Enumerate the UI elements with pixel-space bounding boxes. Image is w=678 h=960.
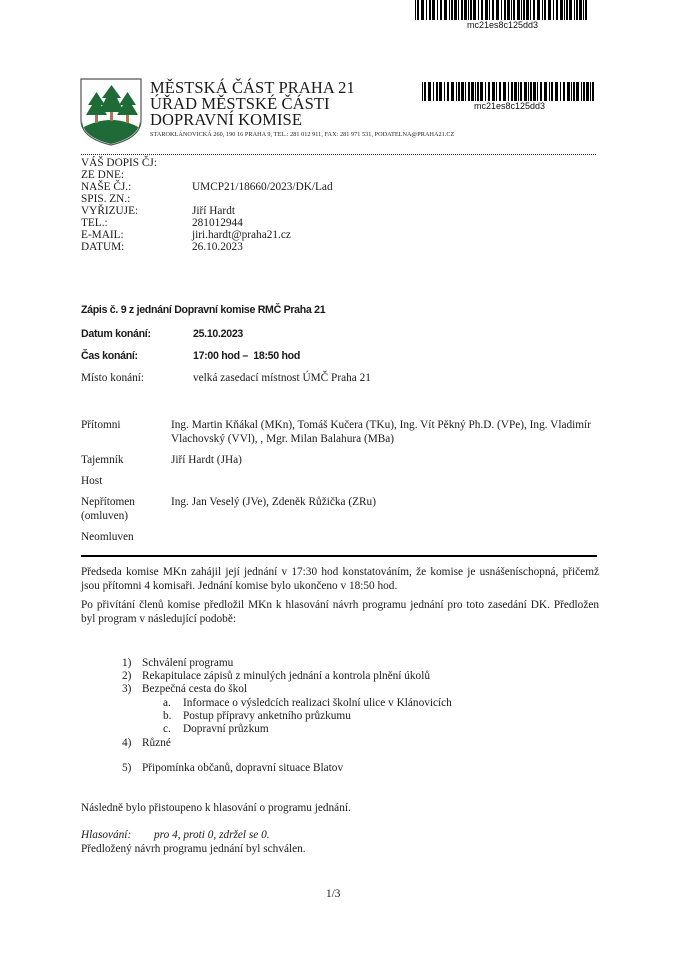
program-subitem <box>163 723 269 736</box>
meta-label: E-MAIL: <box>81 229 124 241</box>
letterhead-line1: MĚSTSKÁ ČÁST PRAHA 21 <box>150 78 355 97</box>
barcode-bar <box>440 0 442 20</box>
barcode-bar <box>507 0 510 20</box>
program-item <box>122 762 344 775</box>
barcode-bar <box>537 82 538 101</box>
barcode-bar <box>549 82 550 101</box>
program-item-text: Rekapitulace zápisů z minulých jednání a kontrola plnění úkolů <box>142 670 430 682</box>
barcode-bar <box>458 0 459 20</box>
program-subitem <box>163 697 452 710</box>
barcode-bar <box>481 0 483 20</box>
program-subitem <box>163 710 351 723</box>
barcode-bar <box>540 82 542 101</box>
program-item-number: 5) <box>122 762 132 774</box>
barcode-bar <box>454 0 457 20</box>
barcode-bar <box>428 82 431 101</box>
barcode-bar <box>524 82 527 101</box>
barcode-bar <box>496 0 499 20</box>
barcode-bar <box>492 0 494 20</box>
barcode-bar <box>461 0 463 20</box>
program-item-number: 3) <box>122 683 132 695</box>
barcode-bar <box>508 82 509 101</box>
meta-value: UMCP21/18660/2023/DK/Lad <box>192 181 333 193</box>
letterhead-line2: ÚŘAD MĚSTSKÉ ČÁSTI <box>150 94 330 113</box>
barcode-bar <box>503 82 506 101</box>
meta-row <box>81 229 291 241</box>
barcode-bar <box>560 82 561 101</box>
barcode-bar <box>517 0 520 20</box>
section-rule <box>81 555 597 557</box>
header-divider <box>81 154 596 155</box>
barcode-bar <box>576 0 578 20</box>
barcode-bar <box>437 0 438 20</box>
barcode-bar <box>573 82 575 101</box>
barcode-bar <box>511 0 512 20</box>
program-item-text: Různé <box>142 737 171 749</box>
barcode-bar <box>471 82 474 101</box>
barcode-bar <box>576 82 579 101</box>
program-item <box>122 657 234 670</box>
top-barcode-label: mc21es8c125dd3 <box>466 20 539 30</box>
barcode-bar <box>424 82 426 101</box>
program-item-letter: b. <box>163 710 172 722</box>
barcode-bar <box>478 0 479 20</box>
barcode-bar <box>464 0 467 20</box>
barcode-bar <box>444 0 447 20</box>
barcode-bar <box>556 0 558 20</box>
meta-label: TEL.: <box>81 217 108 229</box>
meta-row <box>81 241 243 253</box>
barcode-bar <box>415 0 416 20</box>
barcode-bar <box>426 0 427 20</box>
barcode-bar <box>458 82 460 101</box>
barcode-bar <box>422 82 423 101</box>
barcode-bar <box>449 0 450 20</box>
place-label: Místo konání: <box>81 372 145 384</box>
program-item-number: 4) <box>122 737 132 749</box>
attendance-value: Ing. Jan Veselý (JVe), Zdeněk Růžička (ZRu) <box>171 496 376 508</box>
meta-value: jiri.hardt@praha21.cz <box>192 229 291 241</box>
program-item-text: Bezpečná cesta do škol <box>142 683 248 695</box>
program-item-number: 2) <box>122 670 132 682</box>
time-label: Čas konání: <box>81 350 138 362</box>
barcode-bar <box>569 0 572 20</box>
barcode-bar <box>488 82 490 101</box>
barcode-bar <box>417 0 419 20</box>
crest-logo <box>80 78 142 146</box>
barcode-bar <box>429 0 431 20</box>
program-item <box>122 683 248 696</box>
barcode-bar <box>523 0 525 20</box>
barcode-bar <box>436 82 438 101</box>
barcode-bar <box>544 82 547 101</box>
paragraph-program-intro: Po přivítání členů komise předložil MKn k hlasování návrh programu jednání pro toto zasedání DK. Předložen byl program v následující podobě: <box>81 599 599 625</box>
barcode-bar <box>533 82 536 101</box>
barcode-bar <box>451 82 454 101</box>
barcode-bar <box>548 0 551 20</box>
barcode-bar <box>485 82 486 101</box>
meta-row <box>81 193 130 205</box>
barcode-bar <box>574 0 575 20</box>
barcode-bar <box>511 82 513 101</box>
barcode-bar <box>451 0 453 20</box>
program-item-text: Informace o výsledcích realizaci školní ulice v Klánovicích <box>183 697 452 709</box>
header-barcode-label: mc21es8c125dd3 <box>473 101 546 111</box>
barcode-bar <box>583 0 584 20</box>
barcode-bar <box>555 82 558 101</box>
barcode-bar <box>520 82 522 101</box>
time-value: 17:00 hod – 18:50 hod <box>193 350 301 362</box>
barcode-bar <box>439 82 442 101</box>
attendance-label: Neomluven <box>81 531 134 543</box>
program-item-letter: c. <box>163 723 171 735</box>
barcode-bar <box>542 0 543 20</box>
barcode-bar <box>514 82 517 101</box>
barcode-bar <box>585 0 587 20</box>
barcode-bar <box>468 82 470 101</box>
barcode-bar <box>465 82 466 101</box>
program-item-text: Postup přípravy anketního průzkumu <box>183 710 351 722</box>
meta-label: SPIS. ZN.: <box>81 193 131 205</box>
barcode-bar <box>530 0 531 20</box>
attendance-label: Host <box>81 475 103 487</box>
barcode-bar <box>571 82 572 101</box>
program-item-text: Připomínka občanů, dopravní situace Blatov <box>142 762 344 774</box>
attendance-label: Přítomni <box>81 419 121 431</box>
meta-row <box>81 217 243 229</box>
barcode-bar <box>551 82 553 101</box>
meta-row <box>81 181 333 193</box>
vote-label: Hlasování: <box>81 829 132 841</box>
date-value: 25.10.2023 <box>193 328 244 340</box>
program-item <box>122 737 171 750</box>
letterhead-address: STAROKLÁNOVICKÁ 260, 190 16 PRAHA 9, TEL.: 281 012 911, FAX: 281 971 531, PODATELNA@PRAHA21.CZ <box>150 131 455 138</box>
meta-label: DATUM: <box>81 241 125 253</box>
attendance-label: Nepřítomen (omluven) <box>81 496 135 522</box>
barcode-bar <box>521 0 522 20</box>
barcode-bar <box>544 0 546 20</box>
barcode-bar <box>579 0 582 20</box>
barcode-bar <box>492 82 495 101</box>
barcode-bar <box>566 0 568 20</box>
vote-result: Předložený návrh programu jednání byl schválen. <box>81 843 306 855</box>
barcode-bar <box>528 82 529 101</box>
page-number: 1/3 <box>326 888 341 900</box>
barcode-bar <box>477 82 479 101</box>
meta-row <box>81 157 157 169</box>
barcode-bar <box>533 0 535 20</box>
barcode-bar <box>526 0 529 20</box>
barcode-bar <box>564 0 565 20</box>
barcode-bar <box>583 82 585 101</box>
vote-value: pro 4, proti 0, zdržel se 0. <box>154 829 270 841</box>
barcode-bar <box>553 0 554 20</box>
program-item <box>122 670 430 683</box>
barcode-bar <box>461 82 464 101</box>
barcode-bar <box>504 0 506 20</box>
barcode-bar <box>563 82 565 101</box>
barcode-bar <box>421 0 424 20</box>
barcode-bar <box>485 0 488 20</box>
barcode-bar <box>513 0 515 20</box>
barcode-bar <box>433 82 434 101</box>
meta-label: VYŘIZUJE: <box>81 205 139 217</box>
attendance-label: Tajemník <box>81 454 124 466</box>
letterhead-line3: DOPRAVNÍ KOMISE <box>150 110 303 129</box>
meta-value: 281012944 <box>192 217 243 229</box>
barcode-bar <box>501 0 502 20</box>
barcode-bar <box>530 82 532 101</box>
program-item-letter: a. <box>163 697 171 709</box>
barcode-bar <box>468 0 469 20</box>
meta-value: 26.10.2023 <box>192 241 243 253</box>
barcode-bar <box>567 82 570 101</box>
meta-row <box>81 205 235 217</box>
barcode-bar <box>586 82 589 101</box>
barcode-bar <box>444 82 445 101</box>
barcode-bar <box>432 0 435 20</box>
paragraph-vote-intro: Následně bylo přistoupeno k hlasování o programu jednání. <box>81 802 351 814</box>
barcode-bar <box>489 0 490 20</box>
attendance-value: Jiří Hardt (JHa) <box>171 454 242 466</box>
barcode-bar <box>496 82 497 101</box>
meta-value: Jiří Hardt <box>192 205 235 217</box>
barcode-bar <box>499 82 501 101</box>
barcode-bar <box>475 82 476 101</box>
barcode-bar <box>581 82 582 101</box>
meta-row <box>81 169 124 181</box>
barcode-bar <box>560 0 563 20</box>
meta-label: VÁŠ DOPIS ČJ: <box>81 157 157 169</box>
header-barcode <box>422 82 597 101</box>
meta-label: ZE DNE: <box>81 169 124 181</box>
barcode-bar <box>518 82 519 101</box>
paragraph-opening: Předseda komise MKn zahájil její jednání v 17:30 hod konstatováním, že komise je usnášeníschopná, přičemž jsou přítomni 4 komisaři. Jednání komise bylo ukončeno v 18:50 hod. <box>81 566 599 592</box>
barcode-bar <box>456 82 457 101</box>
minutes-title: Zápis č. 9 z jednání Dopravní komise RMČ Praha 21 <box>81 304 326 316</box>
barcode-bar <box>537 0 540 20</box>
date-label: Datum konání: <box>81 328 151 340</box>
barcode-bar <box>590 82 591 101</box>
program-item-text: Schválení programu <box>142 657 234 669</box>
program-item-text: Dopravní průzkum <box>183 723 269 735</box>
meta-label: NAŠE ČJ.: <box>81 181 132 193</box>
place-value: velká zasedací místnost ÚMČ Praha 21 <box>193 372 371 384</box>
barcode-bar <box>473 0 476 20</box>
attendance-value: Ing. Martin Kňákal (MKn), Tomáš Kučera (TKu), Ing. Vít Pěkný Ph.D. (VPe), Ing. Vladimír Vlachovský (VVl), , Mgr. Milan Balahura (MBa) <box>171 419 591 445</box>
top-barcode <box>415 0 590 20</box>
barcode-bar <box>480 82 483 101</box>
barcode-bar <box>447 82 449 101</box>
program-item-number: 1) <box>122 657 132 669</box>
barcode-bar <box>470 0 472 20</box>
barcode-bar <box>592 82 594 101</box>
